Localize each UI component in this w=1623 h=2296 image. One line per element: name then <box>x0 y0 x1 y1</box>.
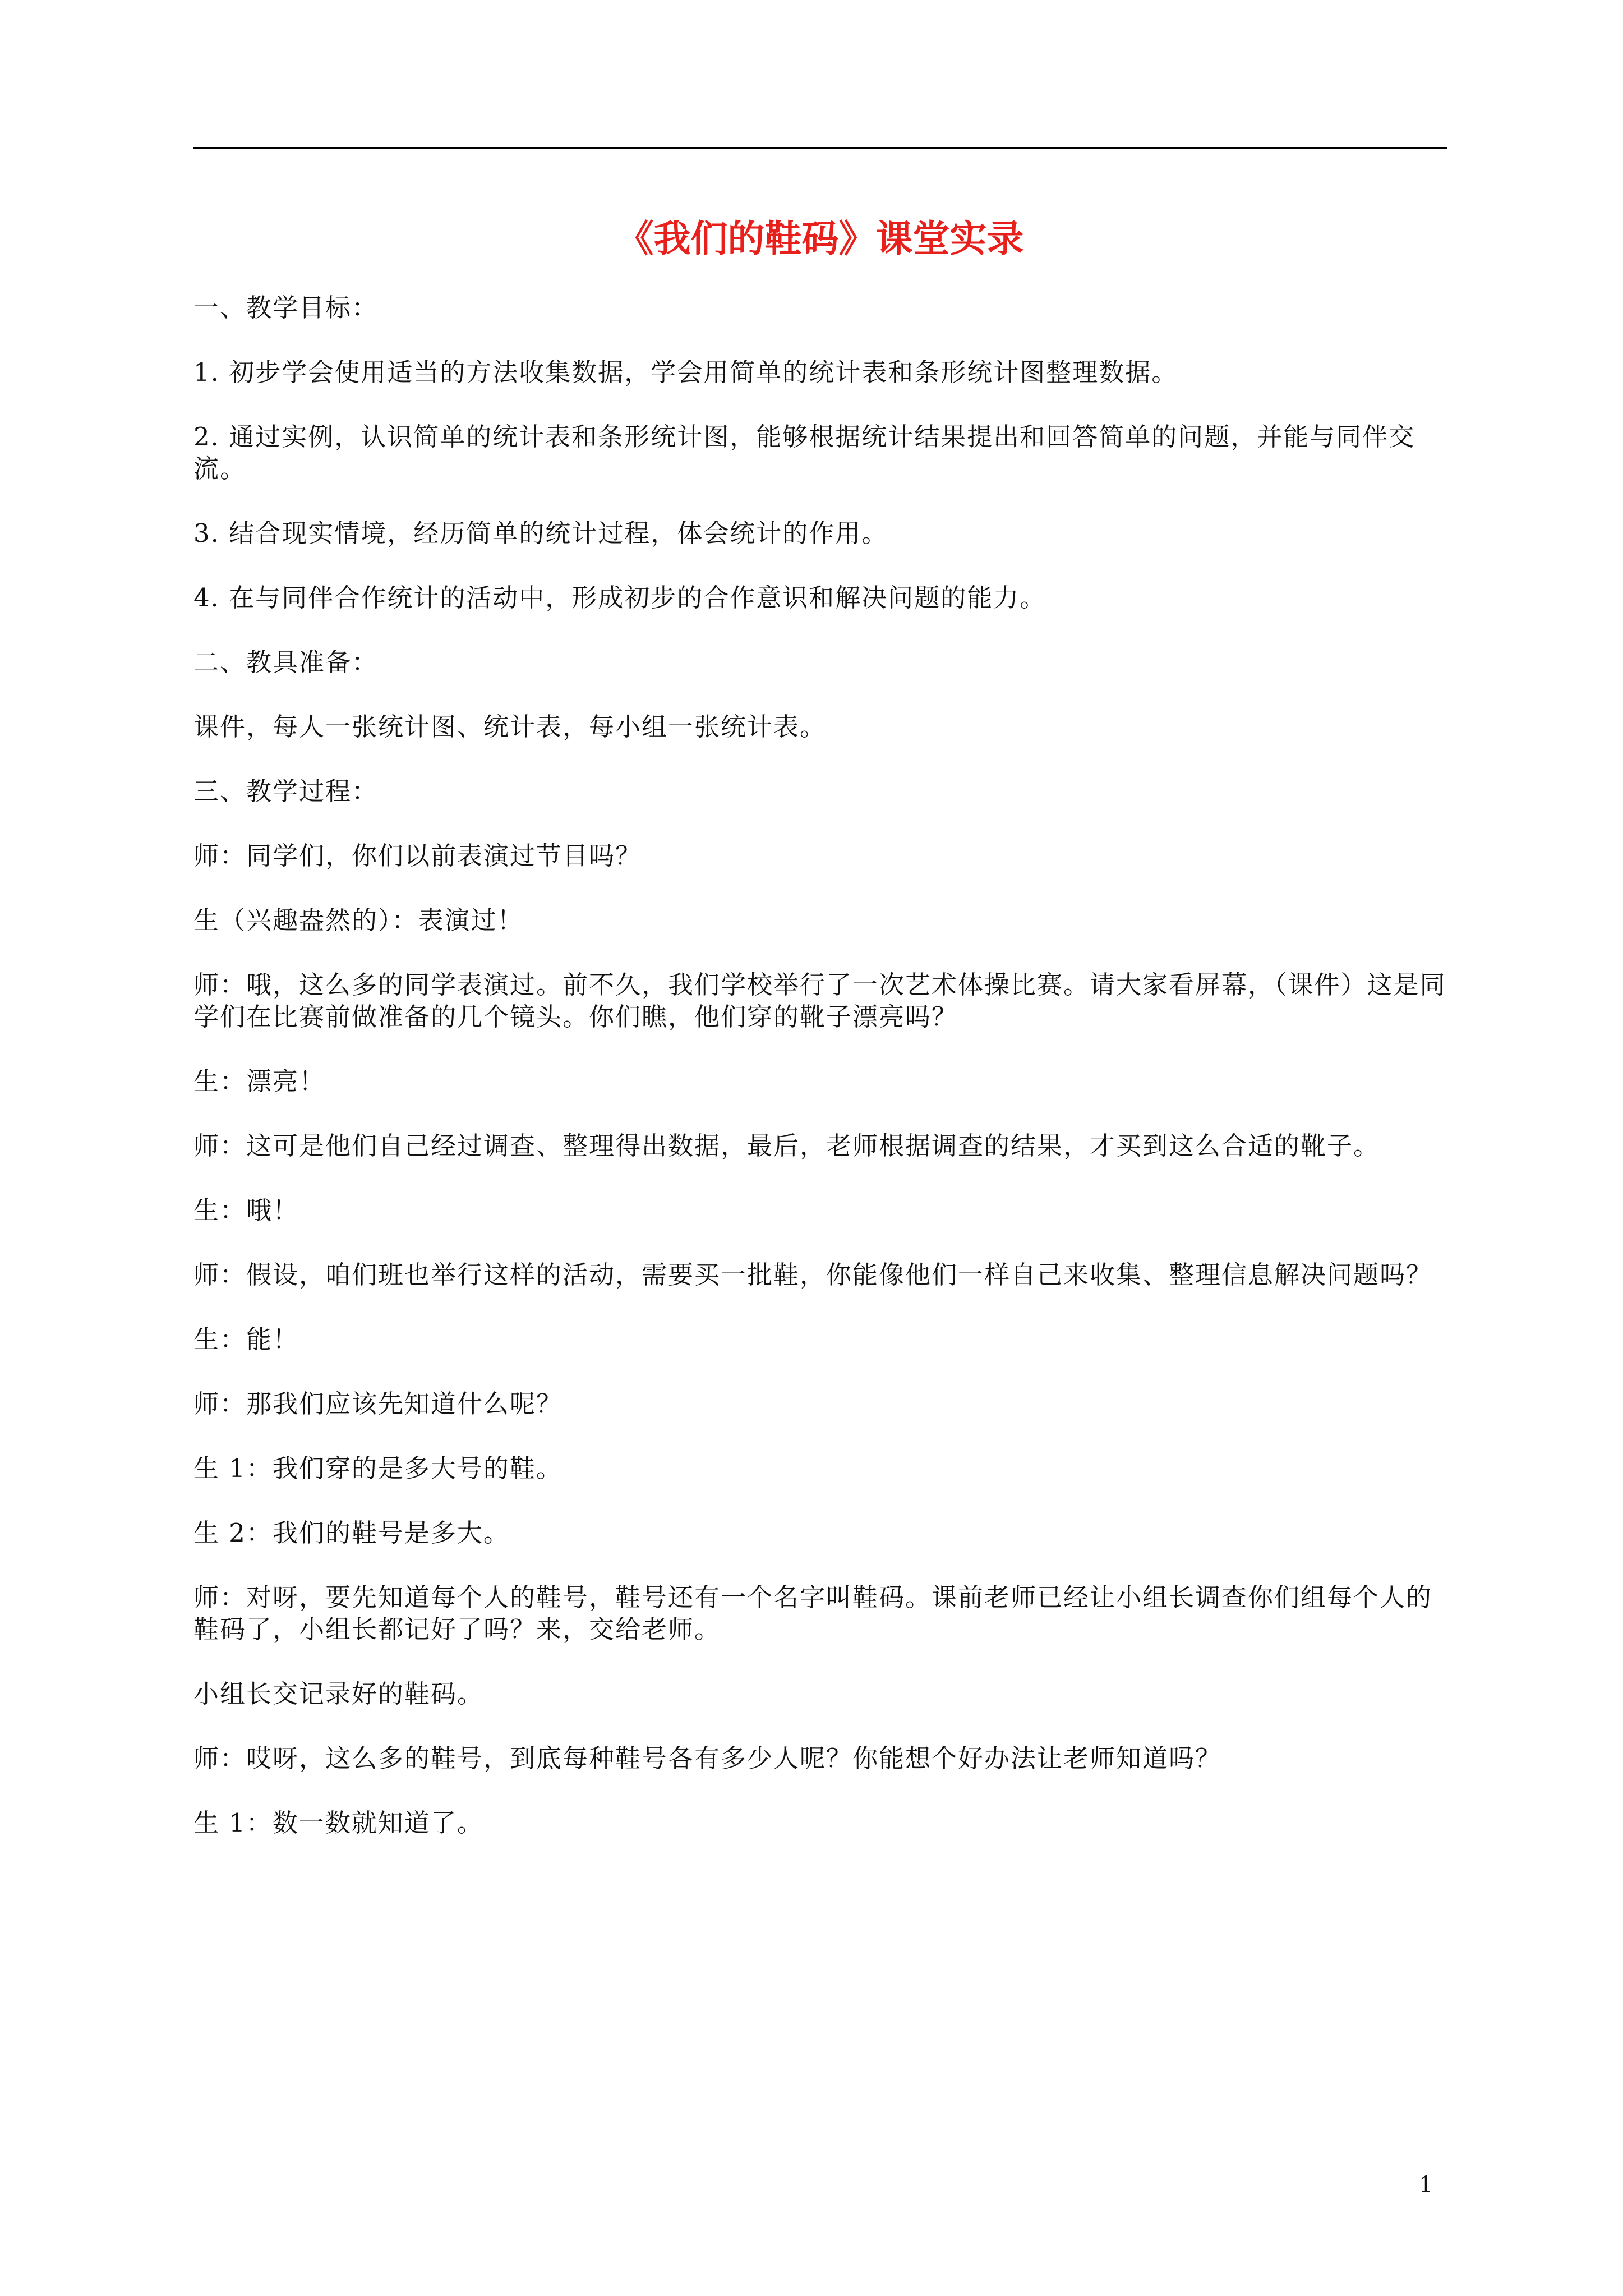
section-heading-materials: 二、教具准备： <box>193 647 379 677</box>
objective-item-2: 2. 通过实例，认识简单的统计表和条形统计图，能够根据统计结果提出和回答简单的问题，并能与同伴交流。 <box>193 422 1415 484</box>
dialogue-line: 师：哦，这么多的同学表演过。前不久，我们学校举行了一次艺术体操比赛。请大家看屏幕，（课件）这是同学们在比赛前做准备的几个镜头。你们瞧，他们穿的靴子漂亮吗？ <box>193 970 1446 1032</box>
objective-item-4: 4. 在与同伴合作统计的活动中，形成初步的合作意识和解决问题的能力。 <box>193 583 1046 613</box>
dialogue-line: 师：对呀，要先知道每个人的鞋号，鞋号还有一个名字叫鞋码。课前老师已经让小组长调查你们组每个人的鞋码了，小组长都记好了吗？来，交给老师。 <box>193 1582 1433 1644</box>
section-heading-objectives: 一、教学目标： <box>193 293 379 323</box>
dialogue-line: 师：这可是他们自己经过调查、整理得出数据，最后，老师根据调查的结果，才买到这么合适的靴子。 <box>193 1131 1380 1161</box>
materials-text: 课件，每人一张统计图、统计表，每小组一张统计表。 <box>193 712 827 742</box>
dialogue-line: 生：哦！ <box>193 1195 299 1225</box>
section-heading-process: 三、教学过程： <box>193 776 379 806</box>
document-title: 《我们的鞋码》课堂实录 <box>616 217 1024 260</box>
objective-item-1: 1. 初步学会使用适当的方法收集数据，学会用简单的统计表和条形统计图整理数据。 <box>193 357 1178 387</box>
dialogue-line: 小组长交记录好的鞋码。 <box>193 1679 484 1709</box>
dialogue-line: 师：那我们应该先知道什么呢？ <box>193 1389 563 1419</box>
dialogue-line: 生 2：我们的鞋号是多大。 <box>193 1518 510 1548</box>
dialogue-line: 生：能！ <box>193 1324 299 1354</box>
dialogue-line: 师：哎呀，这么多的鞋号，到底每种鞋号各有多少人呢？你能想个好办法让老师知道吗？ <box>193 1743 1222 1773</box>
document-body <box>193 292 1450 1871</box>
dialogue-line: 生：漂亮！ <box>193 1066 326 1096</box>
dialogue-line: 师：假设，咱们班也举行这样的活动，需要买一批鞋，你能像他们一样自己来收集、整理信息解决问题吗？ <box>193 1260 1433 1290</box>
dialogue-line: 生 1：我们穿的是多大号的鞋。 <box>193 1453 562 1483</box>
dialogue-line: 生（兴趣盎然的）：表演过！ <box>193 905 524 935</box>
dialogue-line: 师：同学们，你们以前表演过节目吗？ <box>193 841 642 871</box>
dialogue-line: 生 1：数一数就知道了。 <box>193 1808 483 1838</box>
objective-item-3: 3. 结合现实情境，经历简单的统计过程，体会统计的作用。 <box>193 518 888 548</box>
header-rule <box>193 147 1447 149</box>
page-number: 1 <box>1419 2172 1433 2198</box>
